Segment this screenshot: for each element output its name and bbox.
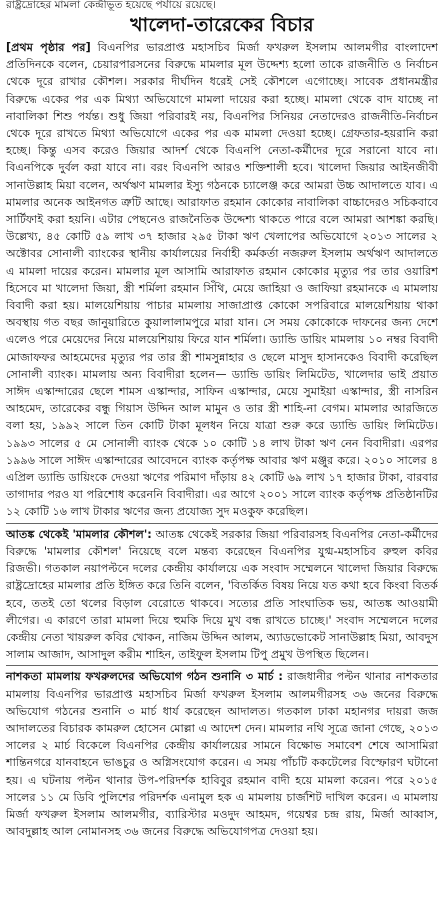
section-three — [6, 668, 438, 840]
section-two-text: আতঙ্ক থেকেই সরকার জিয়া পরিবারসহ বিএনপির নেতা-কর্মীদের বিরুদ্ধে 'মামলার কৌশল' নিয়েছে বলে মন্তব্য করেছেন বিএনপির যুগ্ম-মহাসচিব রুহুল কবির রিজভী। গতকাল নয়াপল্টনে দলের কেন্দ্রীয় কার্যালয়ে এক সংবাদ সম্মেলনে খালেদা জিয়ার বিরুদ্ধে রাষ্ট্রদ্রোহের মামলার প্রতি ইঙ্গিত করে তিনি বলেন, 'বিতর্কিত বিষয় নিয়ে যত কথা হবে কিংবা বিতর্ক হবে, ততই তো থলের বিড়াল বেরোতে থাকবে। সত্যের প্রতি সাংঘাতিক ভয়, আতঙ্ক আওয়ামী লীগের। এ কারণে তারা মামলা দিয়ে হুমকি দিয়ে মুখ বন্ধ রাখতে চাচ্ছে।' সংবাদ সম্মেলনে দলের কেন্দ্রীয় নেতা খায়রুল কবির খোকন, নাজিম উদ্দিন আলম, অ্যাডভোকেট সানাউল্লাহ মিয়া, আবদুস সালাম আজাদ, আসাদুল করীম শাহিন, তাইফুল ইসলাম টিপু প্রমুখ উপস্থিত ছিলেন। — [6, 527, 438, 662]
lead-paragraph — [6, 39, 438, 521]
continuation-marker: [প্রথম পৃষ্ঠার পর] — [6, 41, 91, 54]
section-two — [6, 526, 438, 664]
cut-off-top-line: রাষ্ট্রদ্রোহের মামলা কেন্দ্রীভূত হয়েছে পর্যায়ে রয়েছে। — [6, 0, 216, 11]
section-three-subhead: নাশকতা মামলায় ফখরুলদের অভিযোগ গঠন শুনানি ৩ মার্চ : — [6, 670, 283, 684]
lead-text: বিএনপির ভারপ্রাপ্ত মহাসচিব মির্জা ফখরুল ইসলাম আলমগীর বাংলাদেশ প্রতিদিনকে বলেন, চেয়ারপারসনের বিরুদ্ধে মামলার মূল উদ্দেশ্য হলো তাকে রাজনীতি ও নির্বাচন থেকে দূরে রাখার কৌশল। সরকার দীর্ঘদিন ধরেই সেই কৌশলে এগোচ্ছে। সাবেক প্রধানমন্ত্রীর বিরুদ্ধে একের পর এক মিথ্যা অভিযোগে মামলা দায়ের করা হচ্ছে। মামলা থেকে বাদ যাচ্ছে না নাবালিকা শিশু পর্যন্ত। শুধু জিয়া পরিবারই নয়, বিএনপির সিনিয়র নেতাদেরও রাজনীতি-নির্বাচন থেকে দূরে রাখতে মিথ্যা অভিযোগে একের পর এক মামলা দেওয়া হচ্ছে। গ্রেফতার-হয়রানি করা হচ্ছে। কিন্তু এসব করেও জিয়ার আদর্শ থেকে বিএনপি নেতা-কর্মীদের দূরে সরানো যাবে না। বিএনপিকে দুর্বল করা যাবে না। বরং বিএনপি আরও শক্তিশালী হবে। খালেদা জিয়ার আইনজীবী সানাউল্লাহ মিয়া বলেন, অর্থঋণ মামলার ইস্যু গঠনকে চ্যালেঞ্জ করে আমরা উচ্চ আদালতে যাব। এ মামলার অনেক আইনগত ত্রুটি আছে। আরাফাত রহমান কোকোর নাবালিকা বাচ্চাদেরও সচিকবাবে সার্টিফাই করা হয়নি। এটার পেছনেও রাজনৈতিক উদ্দেশ্য থাকতে পারে বলে আমরা আশঙ্কা করছি। উল্লেখ্য, ৪৫ কোটি ৫৯ লাখ ৩৭ হাজার ২৯৫ টাকা ঋণ খেলাপের অভিযোগে ২০১৩ সালের ২ অক্টোবর সোনালী ব্যাংকের স্থানীয় কার্যালয়ের নির্বাহী কর্মকর্তা নজরুল ইসলাম অর্থঋণ আদালতে এ মামলা দায়ের করেন। মামলার মূল আসামি আরাফাত রহমান কোকোর মৃত্যুর পর তার ওয়ারিশ হিসেবে মা খালেদা জিয়া, স্ত্রী শর্মিলা রহমান সিঁথি, মেয়ে জাহিয়া ও জাফিয়া রহমানকে এ মামলায় বিবাদী করা হয়। মালয়েশিয়ায় পাচার মামলায় সাজাপ্রাপ্ত কোকো সপরিবারে মালয়েশিয়ায় থাকা অবস্থায় গত বছর জানুয়ারিতে কুয়ালালামপুরে মারা যান। সে সময় কোকোকে দাফনের জন্য দেশে এলেও পরে মেয়েদের নিয়ে মালয়েশিয়ায় ফিরে যান শর্মিলা। ড্যান্ডি ডায়িং মামলায় ১০ নম্বর বিবাদী মোজাফফর আহমেদের মৃত্যুর পর তার স্ত্রী শামসুন্নাহার ও ছেলে মাসুদ হাসানকেও বিবাদী করেছিল সোনালী ব্যাংক। মামলায় অন্য বিবাদীরা হলেন— ড্যান্ডি ডায়িং লিমিটেড, খালেদার ভাই প্রয়াত সাঈদ এস্কান্দারের ছেলে শামস এস্কান্দার, সাফিন এস্কান্দার, মেয়ে সুমাইয়া এস্কান্দার, স্ত্রী নাসরিন আহমেদ, তারেকের বন্ধু গিয়াস উদ্দিন আল মামুন ও তার স্ত্রী শাহি-না বেগম। মামলার আরজিতে বলা হয়, ১৯৯২ সালে তিন কোটি টাকা মূলধন নিয়ে যাত্রা শুরু করে ড্যান্ডি ডায়িং লিমিটেড। ১৯৯৩ সালের ৫ মে সোনালী ব্যাংক থেকে ১০ কোটি ১৪ লাখ টাকা ঋণ নেন বিবাদীরা। এরপর ১৯৯৬ সালে সাঈদ এস্কান্দারের আবেদনে ব্যাংক কর্তৃপক্ষ আবার ঋণ মঞ্জুর করে। ২০১০ সালের ৪ এপ্রিল ড্যান্ডি ডায়িংকে দেওয়া ঋণের পরিমাণ দাঁড়ায় ৪২ কোটি ৬৯ লাখ ১৭ হাজার টাকা, বারবার তাগাদার পরও যা পরিশোধ করেননি বিবাদীরা। এর আগে ২০০১ সালে ব্যাংক কর্তৃপক্ষ প্রতিষ্ঠানটির ১২ কোটি ১৬ লাখ টাকার ঋণের জন্য প্রযোজ্য সুদ মওকুফ করেছিল। — [6, 41, 438, 519]
section-three-text: রাজধানীর পল্টন থানার নাশকতার মামলায় বিএনপির ভারপ্রাপ্ত মহাসচিব মির্জা ফখরুল ইসলাম আলমগীরসহ ৩৬ জনের বিরুদ্ধে অভিযোগ গঠনের শুনানি ৩ মার্চ ধার্য করেছেন আদালত। গতকাল ঢাকা মহানগর দায়রা জজ আদালতের বিচারক কামরুল হোসেন মোল্লা এ আদেশ দেন। মামলার নথি সূত্রে জানা গেছে, ২০১৩ সালের ২ মার্চ বিকেলে বিএনপির কেন্দ্রীয় কার্যালয়ের সামনে বিক্ষোভ সমাবেশ শেষে আসামিরা শান্তিনগরে যানবাহনে ভাঙচুর ও অগ্নিসংযোগ করেন। এ সময় পাঁচটি ককটেলের বিস্ফোরণ ঘটানো হয়। এ ঘটনায় পল্টন থানার উপ-পরিদর্শক হাবিবুর রহমান বাদী হয়ে মামলা করেন। পরে ২০১৫ সালের ১১ মে ডিবি পুলিশের পরিদর্শক এনামুল হক এ মামলায় চার্জশিট দাখিল করেন। এ মামলায় মির্জা ফখরুল ইসলাম আলমগীর, ব্যারিস্টার মওদুদ আহমদ, গয়েশ্বর চন্দ্র রায়, মির্জা আব্বাস, আবদুল্লাহ আল নোমানসহ ৩৬ জনের বিরুদ্ধে অভিযোগপত্র দেওয়া হয়। — [6, 670, 438, 839]
lead-section — [6, 39, 438, 521]
section-three-paragraph — [6, 668, 438, 840]
section-divider — [6, 523, 438, 524]
headline: খালেদা-তারেকের বিচার — [130, 14, 314, 36]
section-two-subhead: আতঙ্ক থেকেই 'মামলার কৌশল': — [6, 527, 152, 541]
section-divider — [6, 665, 438, 666]
section-two-paragraph — [6, 526, 438, 664]
